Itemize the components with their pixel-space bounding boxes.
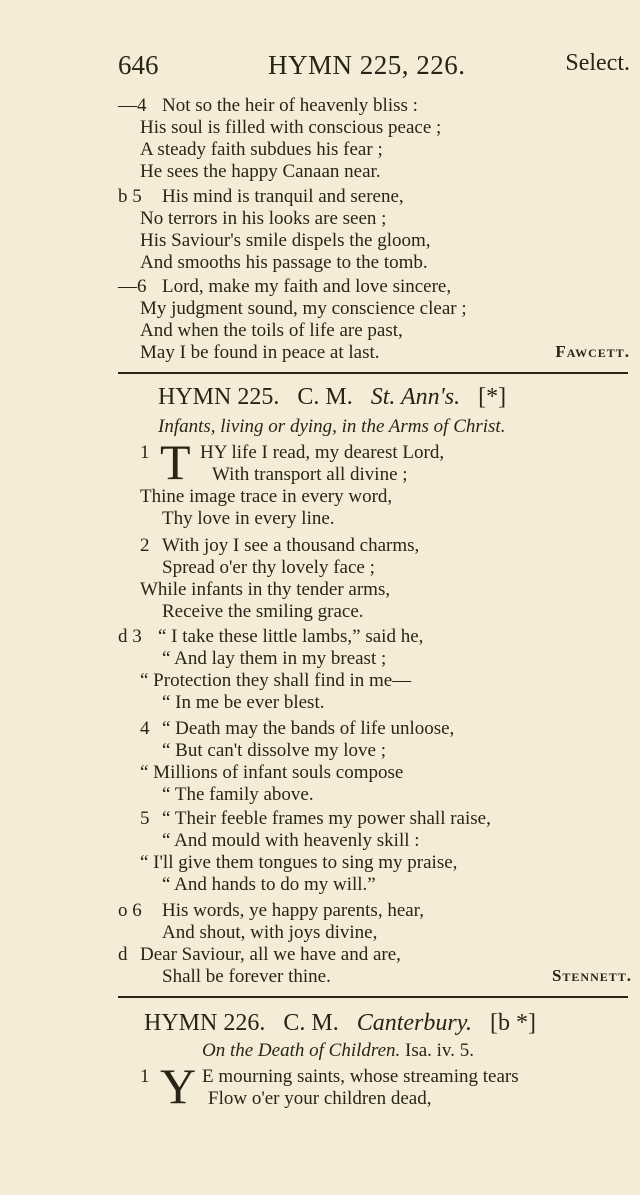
verse-mark: 4: [140, 718, 150, 739]
verse-line: “ Death may the bands of life unloose,: [162, 718, 455, 739]
verse-line: “ And lay them in my breast ;: [162, 648, 387, 669]
verse-mark: o 6: [118, 900, 142, 921]
verse-line: No terrors in his looks are seen ;: [140, 208, 387, 229]
hymn-226-occasion: On the Death of Children.: [202, 1040, 401, 1061]
verse-mark: 1: [140, 1066, 150, 1087]
running-title: HYMN 225, 226.: [268, 50, 466, 80]
hymn-number: HYMN 225.: [158, 384, 280, 410]
section-rule: [118, 372, 628, 374]
verse-line: Thy love in every line.: [162, 508, 335, 529]
verse-line: And smooths his passage to the tomb.: [140, 252, 428, 273]
hymn-225-heading: [158, 384, 506, 411]
verse-line: Receive the smiling grace.: [162, 601, 364, 622]
hymn-meter: C. M.: [283, 1010, 339, 1036]
author-attribution: Fawcett.: [555, 342, 630, 361]
hymn-flag: [b *]: [490, 1010, 537, 1036]
verse-mark: —6: [118, 276, 147, 297]
verse-line: “ And mould with heavenly skill :: [162, 830, 420, 851]
verse-line: “ Protection they shall find in me—: [140, 670, 412, 691]
verse-mark: b 5: [118, 186, 142, 207]
verse-line: His soul is filled with conscious peace ;: [140, 117, 442, 138]
verse-line: E mourning saints, whose streaming tears: [202, 1066, 519, 1087]
verse-line: Flow o'er your children dead,: [208, 1088, 432, 1109]
verse-line: “ The family above.: [162, 784, 314, 805]
verse-line: And when the toils of life are past,: [140, 320, 403, 341]
drop-cap: Y: [160, 1058, 197, 1114]
author-attribution: Stennett.: [551, 966, 632, 985]
hymn-tune: Canterbury.: [356, 1010, 473, 1036]
verse-mark: 5: [140, 808, 150, 829]
hymn-tune: St. Ann's.: [370, 384, 461, 410]
verse-line: “ In me be ever blest.: [162, 692, 325, 713]
verse-line: “ Their feeble frames my power shall raise,: [162, 808, 491, 829]
page-header: [0, 50, 640, 90]
verse-mark: 2: [140, 535, 150, 556]
section-label: Select.: [565, 50, 630, 76]
verse-line: With transport all divine ;: [212, 464, 408, 485]
hymn-226-heading: [144, 1010, 536, 1037]
scripture-reference: Isa. iv. 5.: [405, 1040, 474, 1061]
hymn-226-subtitle: [202, 1040, 474, 1062]
verse-line: His words, ye happy parents, hear,: [162, 900, 425, 921]
verse-line: “ I take these little lambs,” said he,: [158, 626, 424, 647]
verse-line: “ But can't dissolve my love ;: [162, 740, 387, 761]
verse-line: “ I'll give them tongues to sing my praise,: [140, 852, 458, 873]
verse-mark: d 3: [118, 626, 142, 647]
drop-cap: T: [160, 434, 191, 490]
verse-line: Spread o'er thy lovely face ;: [162, 557, 375, 578]
page-number: 646: [118, 50, 159, 80]
verse-line: With joy I see a thousand charms,: [162, 535, 420, 556]
hymn-flag: [*]: [478, 384, 507, 410]
verse-line: While infants in thy tender arms,: [140, 579, 391, 600]
hymn-number: HYMN 226.: [144, 1010, 266, 1036]
verse-line: A steady faith subdues his fear ;: [140, 139, 383, 160]
verse-line: Thine image trace in every word,: [140, 486, 393, 507]
hymn-225-subtitle: Infants, living or dying, in the Arms of Christ.: [158, 416, 506, 437]
verse-line: “ And hands to do my will.”: [162, 874, 376, 895]
verse-line: Shall be forever thine.: [162, 966, 331, 987]
verse-line: My judgment sound, my conscience clear ;: [140, 298, 467, 319]
verse-mark: d: [118, 944, 128, 965]
verse-mark: 1: [140, 442, 150, 463]
verse-line: Dear Saviour, all we have and are,: [140, 944, 401, 965]
verse-line: Lord, make my faith and love sincere,: [162, 276, 452, 297]
section-rule: [118, 996, 628, 998]
verse-line: And shout, with joys divine,: [162, 922, 378, 943]
hymn-meter: C. M.: [297, 384, 353, 410]
verse-line: “ Millions of infant souls compose: [140, 762, 404, 783]
verse-line: Not so the heir of heavenly bliss :: [162, 95, 418, 116]
verse-line: His mind is tranquil and serene,: [162, 186, 404, 207]
verse-line: HY life I read, my dearest Lord,: [200, 442, 445, 463]
verse-line: He sees the happy Canaan near.: [140, 161, 381, 182]
verse-line: May I be found in peace at last.: [140, 342, 380, 363]
verse-line: His Saviour's smile dispels the gloom,: [140, 230, 431, 251]
verse-mark: —4: [118, 95, 147, 116]
